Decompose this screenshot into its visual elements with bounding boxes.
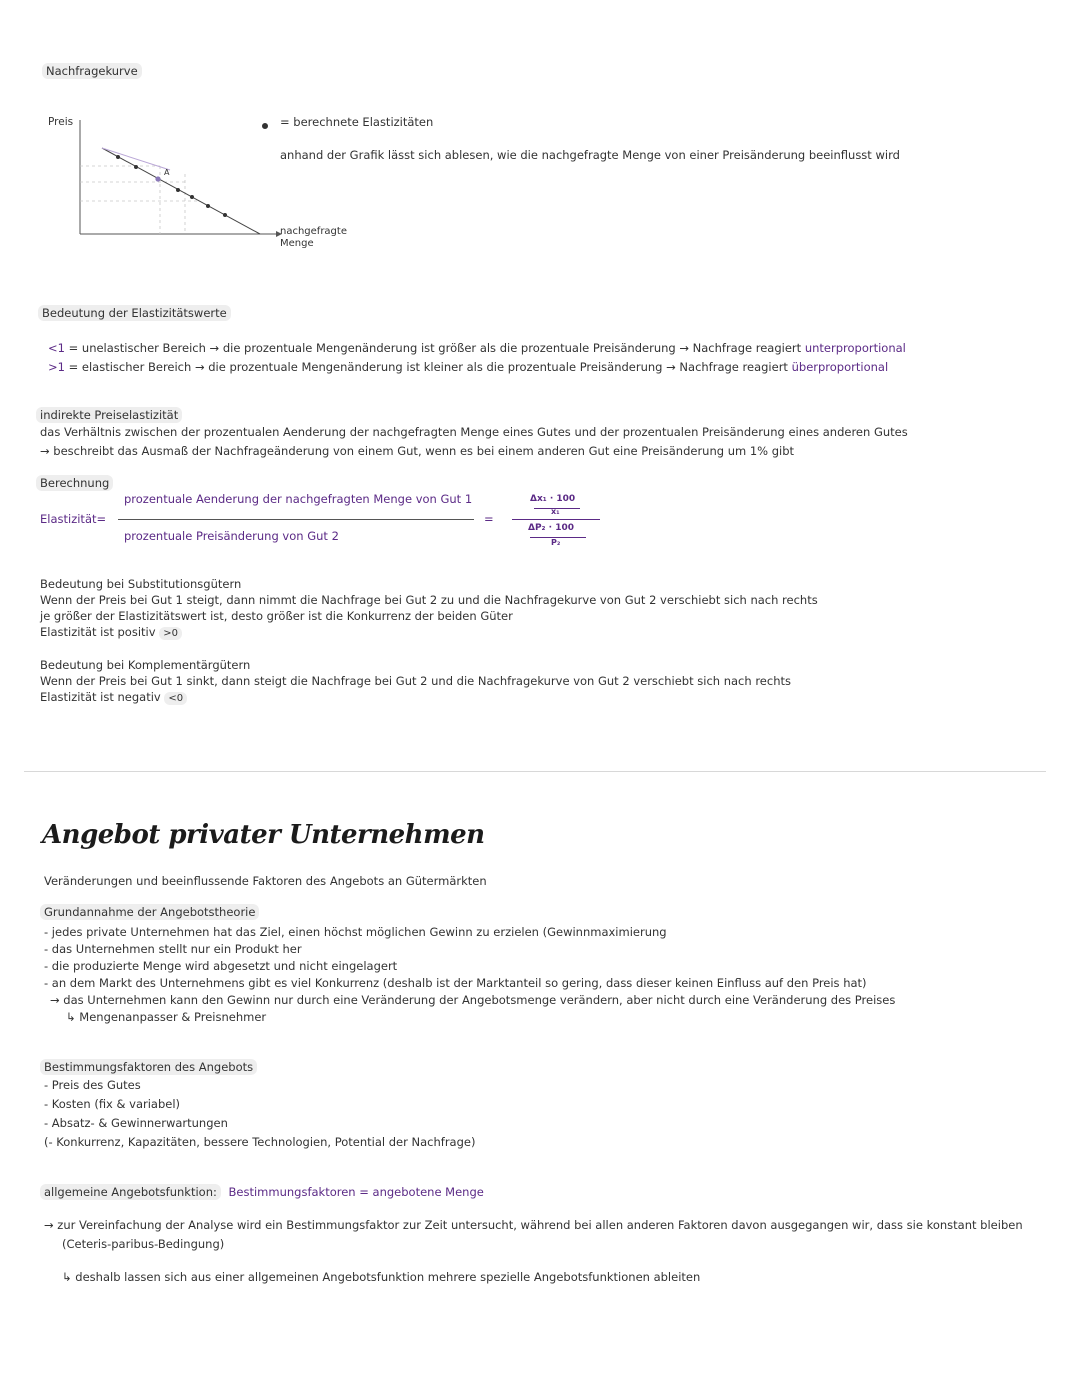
substitution-badge: >0 [159,627,182,640]
chart-description: anhand der Grafik lässt sich ablesen, wie die nachgefragte Menge von einer Preisänderung beeinflusst wird [280,148,900,162]
substitution-block [40,576,818,642]
section-heading-faktoren: Bestimmungsfaktoren des Angebots [40,1059,257,1075]
komplement-block [40,657,791,707]
section-heading-berechnung: Berechnung [36,475,113,491]
angebotsfunktion-line [40,1185,484,1199]
substitution-line-2: je größer der Elastizitätswert ist, desto größer ist die Konkurrenz der beiden Güter [40,609,513,623]
indirekt-line-2: → beschreibt das Ausmaß der Nachfrageänderung von einem Gut, wenn es bei einem anderen Gut eine Preisänderung um 1% gibt [40,444,795,458]
bedeutung-text-2: = elastischer Bereich → die prozentuale Mengenänderung ist kleiner als die prozentuale Preisänderung → Nachfrage reagiert [68,360,792,374]
bedeutung-key-1: <1 [48,341,65,355]
section-heading-grundannahme: Grundannahme der Angebotstheorie [40,904,259,920]
chart-marker-label: A [164,168,170,177]
bedeutung-line-1 [48,341,906,355]
section-heading-bedeutung: Bedeutung der Elastizitätswerte [38,305,231,321]
section-heading-nachfragekurve: Nachfragekurve [42,63,142,79]
list-item: - jedes private Unternehmen hat das Ziel, einen höchst möglichen Gewinn zu erzielen (Gewinnmaximierung [44,925,667,939]
list-item: - Kosten (fix & variabel) [44,1097,181,1111]
page-title: Angebot privater Unternehmen [42,820,485,850]
angebotsfunktion-label: allgemeine Angebotsfunktion: [40,1184,221,1200]
komplement-line-2-text: Elastizität ist negativ [40,690,161,704]
substitution-line-3-text: Elastizität ist positiv [40,625,156,639]
grundannahme-list [44,924,895,1026]
section-divider [24,771,1046,772]
formula-symbolic-numerator: Δx₁ · 100 [530,494,576,504]
formula-symbolic-denominator: ΔP₂ · 100 [528,523,574,533]
formula-denominator: prozentuale Preisänderung von Gut 2 [124,529,339,543]
legend-text: = berechnete Elastizitäten [280,115,434,129]
list-item: - das Unternehmen stellt nur ein Produkt her [44,942,302,956]
angebotsfunktion-note-1: → zur Vereinfachung der Analyse wird ein Bestimmungsfaktor zur Zeit untersucht, während bei allen anderen Faktoren davon ausgegangen wir, dass sie konstant bleiben [44,1218,1023,1232]
angebotsfunktion-note-3: ↳ deshalb lassen sich aus einer allgemeinen Angebotsfunktion mehrere spezielle Angebotsfunktionen ableiten [62,1270,701,1284]
formula-symbolic-fraction-line [512,519,600,520]
legend-dot-icon [262,118,268,132]
list-item: → das Unternehmen kann den Gewinn nur durch eine Veränderung der Angebotsmenge verändern, aber nicht durch eine Veränderung des Preises [50,993,896,1007]
faktoren-list [44,1076,475,1152]
fraction-line [118,519,474,520]
formula-symbolic-denominator-sub: P₂ [551,538,561,547]
formula-symbolic-numerator-sub: x₁ [551,507,560,516]
substitution-line-3 [40,624,818,642]
chart-y-label: Preis [48,116,74,128]
formula-equals: = [484,512,494,526]
section-heading-indirekt: indirekte Preiselastizität [36,407,182,423]
angebotsfunktion-formula: Bestimmungsfaktoren = angebotene Menge [228,1185,484,1199]
angebot-intro: Veränderungen und beeinflussende Faktoren des Angebots an Gütermärkten [44,874,487,888]
formula-numerator: prozentuale Aenderung der nachgefragten Menge von Gut 1 [124,492,473,506]
demand-curve-chart [70,118,282,238]
list-item: - die produzierte Menge wird abgesetzt und nicht eingelagert [44,959,398,973]
list-item: ↳ Mengenanpasser & Preisnehmer [66,1010,267,1024]
list-item: - Absatz- & Gewinnerwartungen [44,1116,228,1130]
chart-x-label-line1: nachgefragte [280,226,347,237]
formula-lhs: Elastizität= [40,512,107,526]
komplement-line-2 [40,689,791,707]
substitution-line-1: Wenn der Preis bei Gut 1 steigt, dann nimmt die Nachfrage bei Gut 2 zu und die Nachfragekurve von Gut 2 verschiebt sich nach rechts [40,593,818,607]
bedeutung-emph-1: unterproportional [804,341,906,355]
chart-x-label-line2: Menge [280,238,314,249]
bedeutung-line-2 [48,360,888,374]
bedeutung-key-2: >1 [48,360,65,374]
chart-x-label [280,226,347,250]
komplement-heading: Bedeutung bei Komplementärgütern [40,658,251,672]
komplement-badge: <0 [164,692,187,705]
angebotsfunktion-note-2: (Ceteris-paribus-Bedingung) [62,1237,225,1251]
bedeutung-text-1: = unelastischer Bereich → die prozentuale Mengenänderung ist größer als die prozentuale Preisänderung → Nachfrage reagiert [68,341,805,355]
list-item: (- Konkurrenz, Kapazitäten, bessere Technologien, Potential der Nachfrage) [44,1135,476,1149]
indirekt-line-1: das Verhältnis zwischen der prozentualen Aenderung der nachgefragten Menge eines Gutes und der prozentualen Preisänderung eines anderen Gutes [40,425,908,439]
substitution-heading: Bedeutung bei Substitutionsgütern [40,577,242,591]
list-item: - an dem Markt des Unternehmens gibt es viel Konkurrenz (deshalb ist der Marktanteil so gering, dass dieser keinen Einfluss auf den Preis hat) [44,976,867,990]
list-item: - Preis des Gutes [44,1078,141,1092]
komplement-line-1: Wenn der Preis bei Gut 1 sinkt, dann steigt die Nachfrage bei Gut 2 und die Nachfragekurve von Gut 2 verschiebt sich nach rechts [40,674,791,688]
bedeutung-emph-2: überproportional [791,360,889,374]
